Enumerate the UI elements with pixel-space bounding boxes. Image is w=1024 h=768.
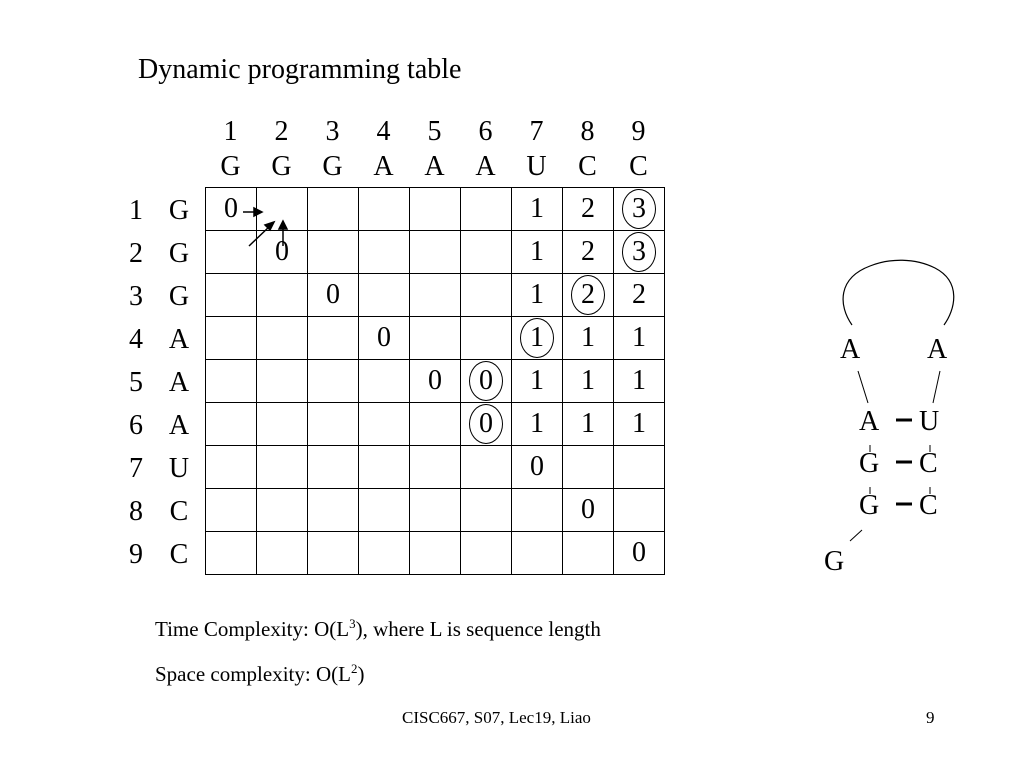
cell-value: 0 bbox=[428, 365, 442, 396]
cell-value: 0 bbox=[530, 451, 544, 482]
cell-value: 1 bbox=[581, 322, 595, 353]
pair-base-right: C bbox=[919, 490, 938, 521]
space-complexity-suffix: ) bbox=[357, 662, 365, 686]
cell-value: 2 bbox=[581, 193, 595, 224]
cell-value: 1 bbox=[581, 408, 595, 439]
space-complexity-exponent: 2 bbox=[350, 661, 358, 676]
column-number: 6 bbox=[478, 116, 493, 147]
traceback-arrows bbox=[243, 208, 287, 246]
cell-value: 1 bbox=[530, 193, 544, 224]
cell-value: 0 bbox=[326, 279, 340, 310]
cell-value: 3 bbox=[632, 193, 646, 224]
time-complexity bbox=[155, 616, 601, 642]
row-number: 8 bbox=[129, 496, 143, 527]
row-base: A bbox=[168, 367, 190, 398]
row-base: U bbox=[168, 453, 190, 484]
cell-value: 0 bbox=[479, 408, 493, 439]
time-complexity-exponent: 3 bbox=[349, 616, 356, 631]
cell-value: 2 bbox=[581, 279, 595, 310]
time-complexity-suffix: ), where L is sequence length bbox=[355, 617, 601, 641]
cell-value: 1 bbox=[632, 322, 646, 353]
hairpin-loop bbox=[843, 260, 954, 325]
column-number: 3 bbox=[325, 116, 340, 147]
space-complexity bbox=[155, 661, 364, 687]
column-number: 1 bbox=[223, 116, 238, 147]
cell-value: 1 bbox=[530, 279, 544, 310]
cell-value: 0 bbox=[275, 236, 289, 267]
cell-value: 0 bbox=[377, 322, 391, 353]
pair-base-right: C bbox=[919, 448, 938, 479]
cell-value: 1 bbox=[632, 408, 646, 439]
arrow-up-head bbox=[279, 221, 287, 229]
column-number: 7 bbox=[529, 116, 544, 147]
pair-base-right: U bbox=[919, 406, 940, 437]
column-base: U bbox=[526, 151, 547, 182]
row-number: 1 bbox=[129, 195, 143, 226]
column-number: 2 bbox=[274, 116, 289, 147]
loop-base-right: A bbox=[927, 334, 948, 365]
base-pair-bonds bbox=[896, 420, 912, 504]
column-base: C bbox=[578, 151, 597, 182]
column-base: G bbox=[220, 151, 241, 182]
row-base: A bbox=[168, 410, 190, 441]
pair-base-left: A bbox=[859, 406, 880, 437]
row-number: 4 bbox=[129, 324, 143, 355]
column-base: G bbox=[271, 151, 292, 182]
cell-value: 0 bbox=[581, 494, 595, 525]
cell-value: 1 bbox=[530, 365, 544, 396]
column-base: C bbox=[629, 151, 648, 182]
pair-base-left: G bbox=[859, 490, 880, 521]
space-complexity-prefix: Space complexity: O(L bbox=[155, 662, 351, 686]
row-base: G bbox=[168, 195, 190, 226]
cell-value: 2 bbox=[632, 279, 646, 310]
column-number: 9 bbox=[631, 116, 646, 147]
row-base: C bbox=[169, 539, 189, 570]
column-number: 4 bbox=[376, 116, 391, 147]
row-number: 2 bbox=[129, 238, 143, 269]
cell-value: 3 bbox=[632, 236, 646, 267]
column-base: A bbox=[475, 151, 496, 182]
column-base: A bbox=[373, 151, 394, 182]
row-base: G bbox=[168, 238, 190, 269]
cell-value: 0 bbox=[632, 537, 646, 568]
row-number: 6 bbox=[129, 410, 143, 441]
dangling-base: G bbox=[824, 546, 845, 577]
row-base: A bbox=[168, 324, 190, 355]
column-base: G bbox=[322, 151, 343, 182]
row-base: C bbox=[169, 496, 189, 527]
page-number: 9 bbox=[926, 708, 935, 727]
row-base: G bbox=[168, 281, 190, 312]
loop-base-left: A bbox=[840, 334, 861, 365]
row-number: 5 bbox=[129, 367, 143, 398]
slide-title: Dynamic programming table bbox=[138, 54, 462, 85]
cell-value: 0 bbox=[224, 193, 238, 224]
column-base: A bbox=[424, 151, 445, 182]
cell-value: 1 bbox=[530, 322, 544, 353]
cell-value: 2 bbox=[581, 236, 595, 267]
time-complexity-prefix: Time Complexity: O(L bbox=[155, 617, 350, 641]
cell-value: 1 bbox=[581, 365, 595, 396]
row-number: 9 bbox=[129, 539, 143, 570]
column-number: 8 bbox=[580, 116, 595, 147]
cell-value: 1 bbox=[530, 408, 544, 439]
row-number: 7 bbox=[129, 453, 143, 484]
cell-value: 1 bbox=[632, 365, 646, 396]
row-number: 3 bbox=[129, 281, 143, 312]
arrow-right-head bbox=[254, 208, 262, 216]
pair-base-left: G bbox=[859, 448, 880, 479]
cell-value: 1 bbox=[530, 236, 544, 267]
footer-course: CISC667, S07, Lec19, Liao bbox=[402, 708, 591, 727]
column-number: 5 bbox=[427, 116, 442, 147]
cell-value: 0 bbox=[479, 365, 493, 396]
